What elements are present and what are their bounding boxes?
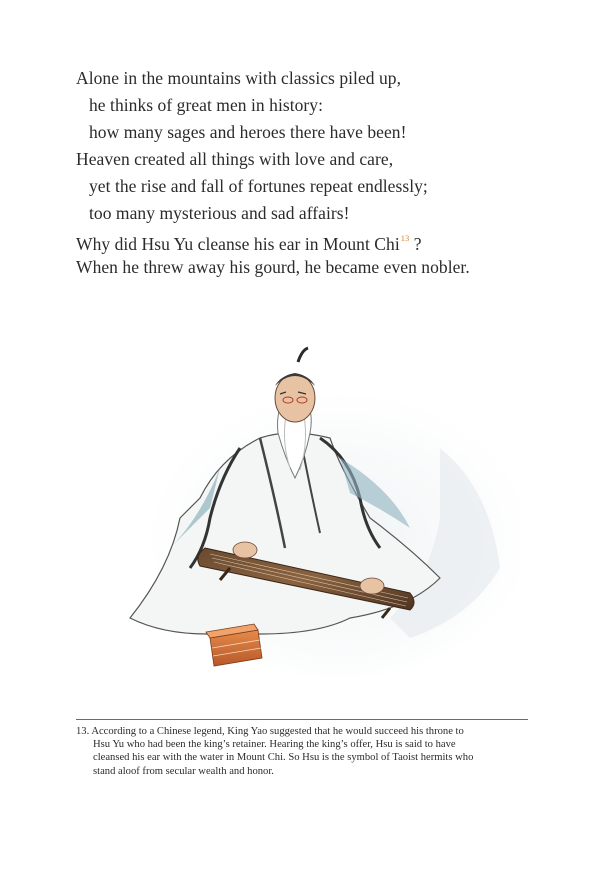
- poem-line-7-text: Why did Hsu Yu cleanse his ear in Mount Chi: [76, 233, 400, 254]
- footnote-line-3: cleansed his ear with the water in Mount Chi. So Hsu is the symbol of Taoist hermits who: [93, 752, 474, 764]
- scholar-guqin-illustration: [110, 318, 520, 688]
- poem-line-5: yet the rise and fall of fortunes repeat endlessly;: [89, 176, 428, 196]
- poem-line-2: he thinks of great men in history:: [89, 95, 324, 115]
- footnote-line-4: stand aloof from secular wealth and honor.: [93, 765, 274, 777]
- poem-line-3: how many sages and heroes there have been!: [89, 122, 407, 142]
- poem-line-1: Alone in the mountains with classics piled up,: [76, 68, 402, 88]
- book-stack: [206, 624, 262, 666]
- poem-line-4: Heaven created all things with love and care,: [76, 149, 394, 169]
- poem-line-6: too many mysterious and sad affairs!: [89, 203, 350, 223]
- footnote: [76, 725, 536, 778]
- footnote-number: 13.: [76, 726, 90, 737]
- poem-line-7-suffix: ?: [409, 233, 422, 254]
- footnote-reference[interactable]: 13: [400, 233, 410, 243]
- poem-line-8: When he threw away his gourd, he became even nobler.: [76, 257, 470, 277]
- footnote-divider: [76, 719, 528, 720]
- poem-line-7: [76, 230, 422, 254]
- footnote-line-1: According to a Chinese legend, King Yao suggested that he would succeed his throne to: [91, 726, 464, 737]
- footnote-line-2: Hsu Yu who had been the king’s retainer. Hearing the king’s offer, Hsu is said to have: [93, 739, 456, 751]
